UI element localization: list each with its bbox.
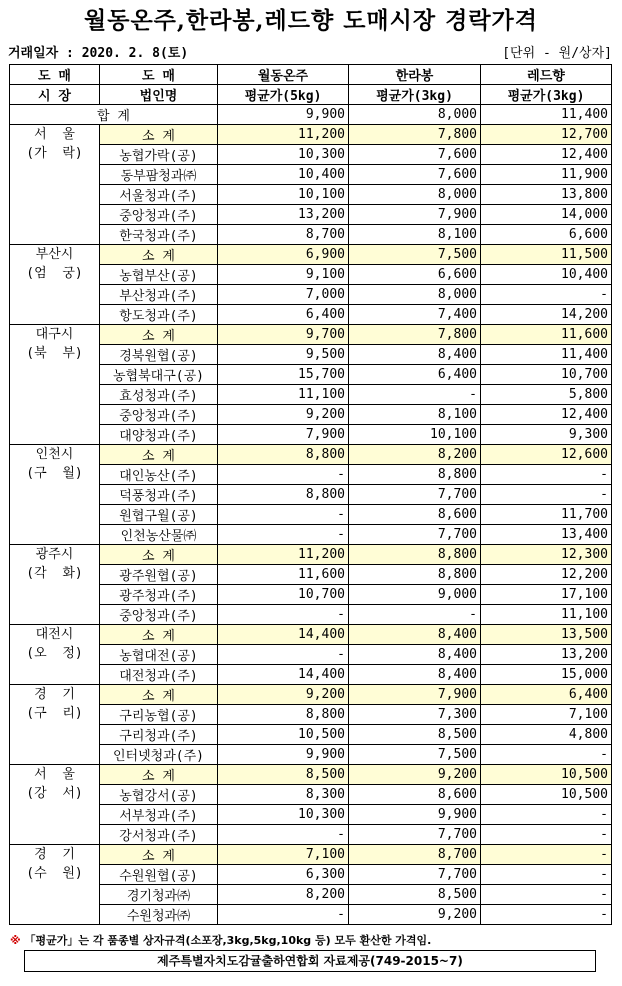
- price-cell: 7,900: [349, 205, 481, 225]
- note-mark: ※: [10, 934, 21, 947]
- price-cell: 14,000: [481, 205, 612, 225]
- price-cell: 7,100: [218, 845, 349, 865]
- price-cell: 13,400: [481, 525, 612, 545]
- price-cell: 17,100: [481, 585, 612, 605]
- price-cell: -: [218, 825, 349, 845]
- price-cell: -: [481, 825, 612, 845]
- corp-name: 중앙청과(주): [100, 405, 218, 425]
- price-cell: 11,600: [218, 565, 349, 585]
- price-cell: 11,100: [481, 605, 612, 625]
- price-cell: 7,800: [349, 125, 481, 145]
- price-cell: 7,300: [349, 705, 481, 725]
- price-cell: 11,200: [218, 125, 349, 145]
- corp-name: 농협부산(공): [100, 265, 218, 285]
- subtotal-row: [10, 625, 612, 645]
- corp-name: 동부팜청과㈜: [100, 165, 218, 185]
- price-cell: -: [218, 645, 349, 665]
- price-cell: -: [481, 805, 612, 825]
- subtotal-row: [10, 845, 612, 865]
- price-cell: 8,400: [349, 645, 481, 665]
- price-cell: 8,600: [349, 785, 481, 805]
- table-row: [10, 725, 612, 745]
- price-cell: 10,700: [481, 365, 612, 385]
- table-row: [10, 525, 612, 545]
- table-row: [10, 265, 612, 285]
- table-row: [10, 865, 612, 885]
- market-name: 부산시 (엄 궁): [10, 245, 100, 325]
- price-cell: 6,900: [218, 245, 349, 265]
- corp-name: 인터넷청과(주): [100, 745, 218, 765]
- price-cell: 4,800: [481, 725, 612, 745]
- subtotal-label: 소 계: [100, 325, 218, 345]
- price-cell: 7,600: [349, 165, 481, 185]
- price-cell: 11,100: [218, 385, 349, 405]
- price-cell: -: [218, 465, 349, 485]
- table-row: [10, 885, 612, 905]
- price-cell: 7,400: [349, 305, 481, 325]
- corp-name: 농협대전(공): [100, 645, 218, 665]
- price-cell: 9,700: [218, 325, 349, 345]
- price-cell: 10,100: [218, 185, 349, 205]
- price-cell: 8,800: [218, 485, 349, 505]
- price-cell: -: [349, 605, 481, 625]
- price-cell: -: [481, 905, 612, 925]
- price-cell: 8,700: [349, 845, 481, 865]
- price-cell: -: [481, 485, 612, 505]
- price-cell: 8,000: [349, 285, 481, 305]
- table-row: [10, 485, 612, 505]
- table-row: [10, 585, 612, 605]
- table-row: [10, 785, 612, 805]
- trade-date: 거래일자 : 2020. 2. 8(토): [8, 46, 189, 61]
- price-cell: 14,200: [481, 305, 612, 325]
- subtotal-label: 소 계: [100, 545, 218, 565]
- price-cell: 7,700: [349, 825, 481, 845]
- corp-name: 원협구월(공): [100, 505, 218, 525]
- price-cell: 9,900: [218, 745, 349, 765]
- corp-name: 중앙청과(주): [100, 605, 218, 625]
- corp-name: 경북원협(공): [100, 345, 218, 365]
- price-cell: 15,000: [481, 665, 612, 685]
- table-row: [10, 645, 612, 665]
- table-row: [10, 285, 612, 305]
- unit-label: [단위 - 원/상자]: [502, 46, 612, 61]
- price-cell: 11,200: [218, 545, 349, 565]
- header-product-1: 월동온주: [218, 65, 349, 85]
- price-cell: 11,500: [481, 245, 612, 265]
- table-row: [10, 165, 612, 185]
- corp-name: 광주청과(주): [100, 585, 218, 605]
- price-cell: -: [218, 525, 349, 545]
- corp-name: 농협강서(공): [100, 785, 218, 805]
- table-row: [10, 425, 612, 445]
- page-title: 월동온주,한라봉,레드향 도매시장 경락가격: [84, 7, 538, 34]
- price-cell: 12,400: [481, 145, 612, 165]
- corp-name: 대인농산(주): [100, 465, 218, 485]
- price-cell: 9,000: [349, 585, 481, 605]
- price-cell: -: [481, 865, 612, 885]
- table-row: [10, 365, 612, 385]
- price-table: [9, 64, 612, 925]
- table-body: [10, 105, 612, 925]
- market-name: 인천시 (구 월): [10, 445, 100, 545]
- subtotal-label: 소 계: [100, 765, 218, 785]
- market-name: 대구시 (북 부): [10, 325, 100, 445]
- source-credit: 제주특별자치도감귤출하연합회 자료제공(749-2015~7): [24, 950, 596, 972]
- price-cell: -: [481, 285, 612, 305]
- table-row: [10, 505, 612, 525]
- market-name: 서 울 (가 락): [10, 125, 100, 245]
- price-cell: 7,500: [349, 245, 481, 265]
- corp-name: 강서청과(주): [100, 825, 218, 845]
- subtotal-row: [10, 445, 612, 465]
- table-row: [10, 305, 612, 325]
- subtotal-row: [10, 125, 612, 145]
- price-cell: 5,800: [481, 385, 612, 405]
- price-cell: 6,400: [218, 305, 349, 325]
- total-value: 11,400: [481, 105, 612, 125]
- corp-name: 서울청과(주): [100, 185, 218, 205]
- table-row: [10, 565, 612, 585]
- table-row: [10, 465, 612, 485]
- price-cell: 12,400: [481, 405, 612, 425]
- market-name: 경 기 (수 원): [10, 845, 100, 925]
- header-corp-1: 도 매: [100, 65, 218, 85]
- market-name: 대전시 (오 정): [10, 625, 100, 685]
- corp-name: 대양청과(주): [100, 425, 218, 445]
- price-cell: 7,600: [349, 145, 481, 165]
- price-cell: 10,500: [218, 725, 349, 745]
- market-name: 경 기 (구 리): [10, 685, 100, 765]
- corp-name: 항도청과(주): [100, 305, 218, 325]
- corp-name: 대전청과(주): [100, 665, 218, 685]
- price-cell: 11,900: [481, 165, 612, 185]
- price-cell: -: [218, 605, 349, 625]
- price-cell: 13,200: [481, 645, 612, 665]
- price-cell: 9,200: [218, 405, 349, 425]
- corp-name: 농협북대구(공): [100, 365, 218, 385]
- subtotal-label: 소 계: [100, 845, 218, 865]
- price-cell: 6,300: [218, 865, 349, 885]
- corp-name: 덕풍청과(주): [100, 485, 218, 505]
- corp-name: 부산청과(주): [100, 285, 218, 305]
- subtotal-row: [10, 245, 612, 265]
- header-product-3: 레드향: [481, 65, 612, 85]
- header-avg-1: 평균가(5kg): [218, 85, 349, 105]
- price-cell: 7,800: [349, 325, 481, 345]
- price-cell: 6,400: [349, 365, 481, 385]
- price-cell: -: [481, 845, 612, 865]
- total-value: 8,000: [349, 105, 481, 125]
- price-cell: 9,200: [349, 765, 481, 785]
- market-name: 광주시 (각 화): [10, 545, 100, 625]
- header-avg-2: 평균가(3kg): [349, 85, 481, 105]
- table-row: [10, 145, 612, 165]
- header-corp-2: 법인명: [100, 85, 218, 105]
- price-cell: -: [481, 885, 612, 905]
- price-cell: 8,300: [218, 785, 349, 805]
- subtotal-row: [10, 545, 612, 565]
- price-cell: 7,900: [218, 425, 349, 445]
- price-cell: 7,100: [481, 705, 612, 725]
- price-cell: 9,200: [218, 685, 349, 705]
- price-cell: 8,800: [349, 545, 481, 565]
- price-cell: 13,200: [218, 205, 349, 225]
- corp-name: 서부청과(주): [100, 805, 218, 825]
- price-cell: 7,700: [349, 865, 481, 885]
- note-text: 「평균가」는 각 품종별 상자규격(소포장,3kg,5kg,10kg 등) 모두 환산한 가격임.: [24, 934, 432, 947]
- market-name: 서 울 (강 서): [10, 765, 100, 845]
- price-cell: 8,600: [349, 505, 481, 525]
- header-product-2: 한라봉: [349, 65, 481, 85]
- price-cell: 8,500: [349, 725, 481, 745]
- price-cell: 8,400: [349, 625, 481, 645]
- price-cell: 8,800: [218, 445, 349, 465]
- table-row: [10, 745, 612, 765]
- price-cell: 12,200: [481, 565, 612, 585]
- corp-name: 한국청과(주): [100, 225, 218, 245]
- price-cell: 10,700: [218, 585, 349, 605]
- corp-name: 수원원협(공): [100, 865, 218, 885]
- table-row: [10, 185, 612, 205]
- corp-name: 수원청과㈜: [100, 905, 218, 925]
- price-cell: 7,700: [349, 525, 481, 545]
- corp-name: 농협가락(공): [100, 145, 218, 165]
- price-cell: -: [218, 505, 349, 525]
- corp-name: 광주원협(공): [100, 565, 218, 585]
- price-cell: 11,400: [481, 345, 612, 365]
- price-cell: 8,800: [218, 705, 349, 725]
- price-cell: 7,900: [349, 685, 481, 705]
- price-cell: 14,400: [218, 665, 349, 685]
- total-value: 9,900: [218, 105, 349, 125]
- price-cell: 10,300: [218, 805, 349, 825]
- table-row: [10, 385, 612, 405]
- subtotal-row: [10, 765, 612, 785]
- price-cell: 8,100: [349, 405, 481, 425]
- price-cell: -: [218, 905, 349, 925]
- price-cell: 6,400: [481, 685, 612, 705]
- price-cell: 10,300: [218, 145, 349, 165]
- corp-name: 효성청과(주): [100, 385, 218, 405]
- table-row: [10, 825, 612, 845]
- price-cell: 8,700: [218, 225, 349, 245]
- subtotal-label: 소 계: [100, 445, 218, 465]
- price-cell: 6,600: [349, 265, 481, 285]
- price-cell: 11,600: [481, 325, 612, 345]
- table-row: [10, 225, 612, 245]
- price-cell: 9,200: [349, 905, 481, 925]
- total-row: [10, 105, 612, 125]
- header-market-2: 시 장: [10, 85, 100, 105]
- table-row: [10, 345, 612, 365]
- table-row: [10, 705, 612, 725]
- table-row: [10, 905, 612, 925]
- price-cell: -: [481, 465, 612, 485]
- price-cell: 8,500: [218, 765, 349, 785]
- price-cell: 7,500: [349, 745, 481, 765]
- price-cell: 8,800: [349, 565, 481, 585]
- corp-name: 경기청과㈜: [100, 885, 218, 905]
- price-cell: 10,400: [218, 165, 349, 185]
- header-avg-3: 평균가(3kg): [481, 85, 612, 105]
- subtotal-row: [10, 325, 612, 345]
- subtotal-row: [10, 685, 612, 705]
- table-row: [10, 805, 612, 825]
- price-cell: 12,300: [481, 545, 612, 565]
- price-cell: 8,400: [349, 665, 481, 685]
- subtotal-label: 소 계: [100, 685, 218, 705]
- price-cell: 11,700: [481, 505, 612, 525]
- price-cell: 9,900: [349, 805, 481, 825]
- corp-name: 구리청과(주): [100, 725, 218, 745]
- price-cell: 8,500: [349, 885, 481, 905]
- corp-name: 인천농산물㈜: [100, 525, 218, 545]
- price-cell: 10,400: [481, 265, 612, 285]
- subtotal-label: 소 계: [100, 245, 218, 265]
- price-cell: 15,700: [218, 365, 349, 385]
- table-row: [10, 605, 612, 625]
- subtotal-label: 소 계: [100, 125, 218, 145]
- price-cell: 12,600: [481, 445, 612, 465]
- price-cell: 14,400: [218, 625, 349, 645]
- price-cell: 10,100: [349, 425, 481, 445]
- price-cell: 6,600: [481, 225, 612, 245]
- price-cell: 7,700: [349, 485, 481, 505]
- price-cell: 8,200: [218, 885, 349, 905]
- price-cell: 8,800: [349, 465, 481, 485]
- price-cell: -: [349, 385, 481, 405]
- price-cell: 8,200: [349, 445, 481, 465]
- price-cell: 8,400: [349, 345, 481, 365]
- price-cell: 9,100: [218, 265, 349, 285]
- footnote: [10, 932, 431, 948]
- price-cell: 9,500: [218, 345, 349, 365]
- corp-name: 중앙청과(주): [100, 205, 218, 225]
- price-cell: 13,800: [481, 185, 612, 205]
- table-row: [10, 205, 612, 225]
- corp-name: 구리농협(공): [100, 705, 218, 725]
- subtotal-label: 소 계: [100, 625, 218, 645]
- price-cell: 12,700: [481, 125, 612, 145]
- price-cell: 9,300: [481, 425, 612, 445]
- table-row: [10, 405, 612, 425]
- price-cell: 8,100: [349, 225, 481, 245]
- price-cell: -: [481, 745, 612, 765]
- total-label: 합 계: [10, 105, 218, 125]
- price-cell: 13,500: [481, 625, 612, 645]
- price-cell: 10,500: [481, 765, 612, 785]
- header-market-1: 도 매: [10, 65, 100, 85]
- price-cell: 7,000: [218, 285, 349, 305]
- table-row: [10, 665, 612, 685]
- price-cell: 8,000: [349, 185, 481, 205]
- price-cell: 10,500: [481, 785, 612, 805]
